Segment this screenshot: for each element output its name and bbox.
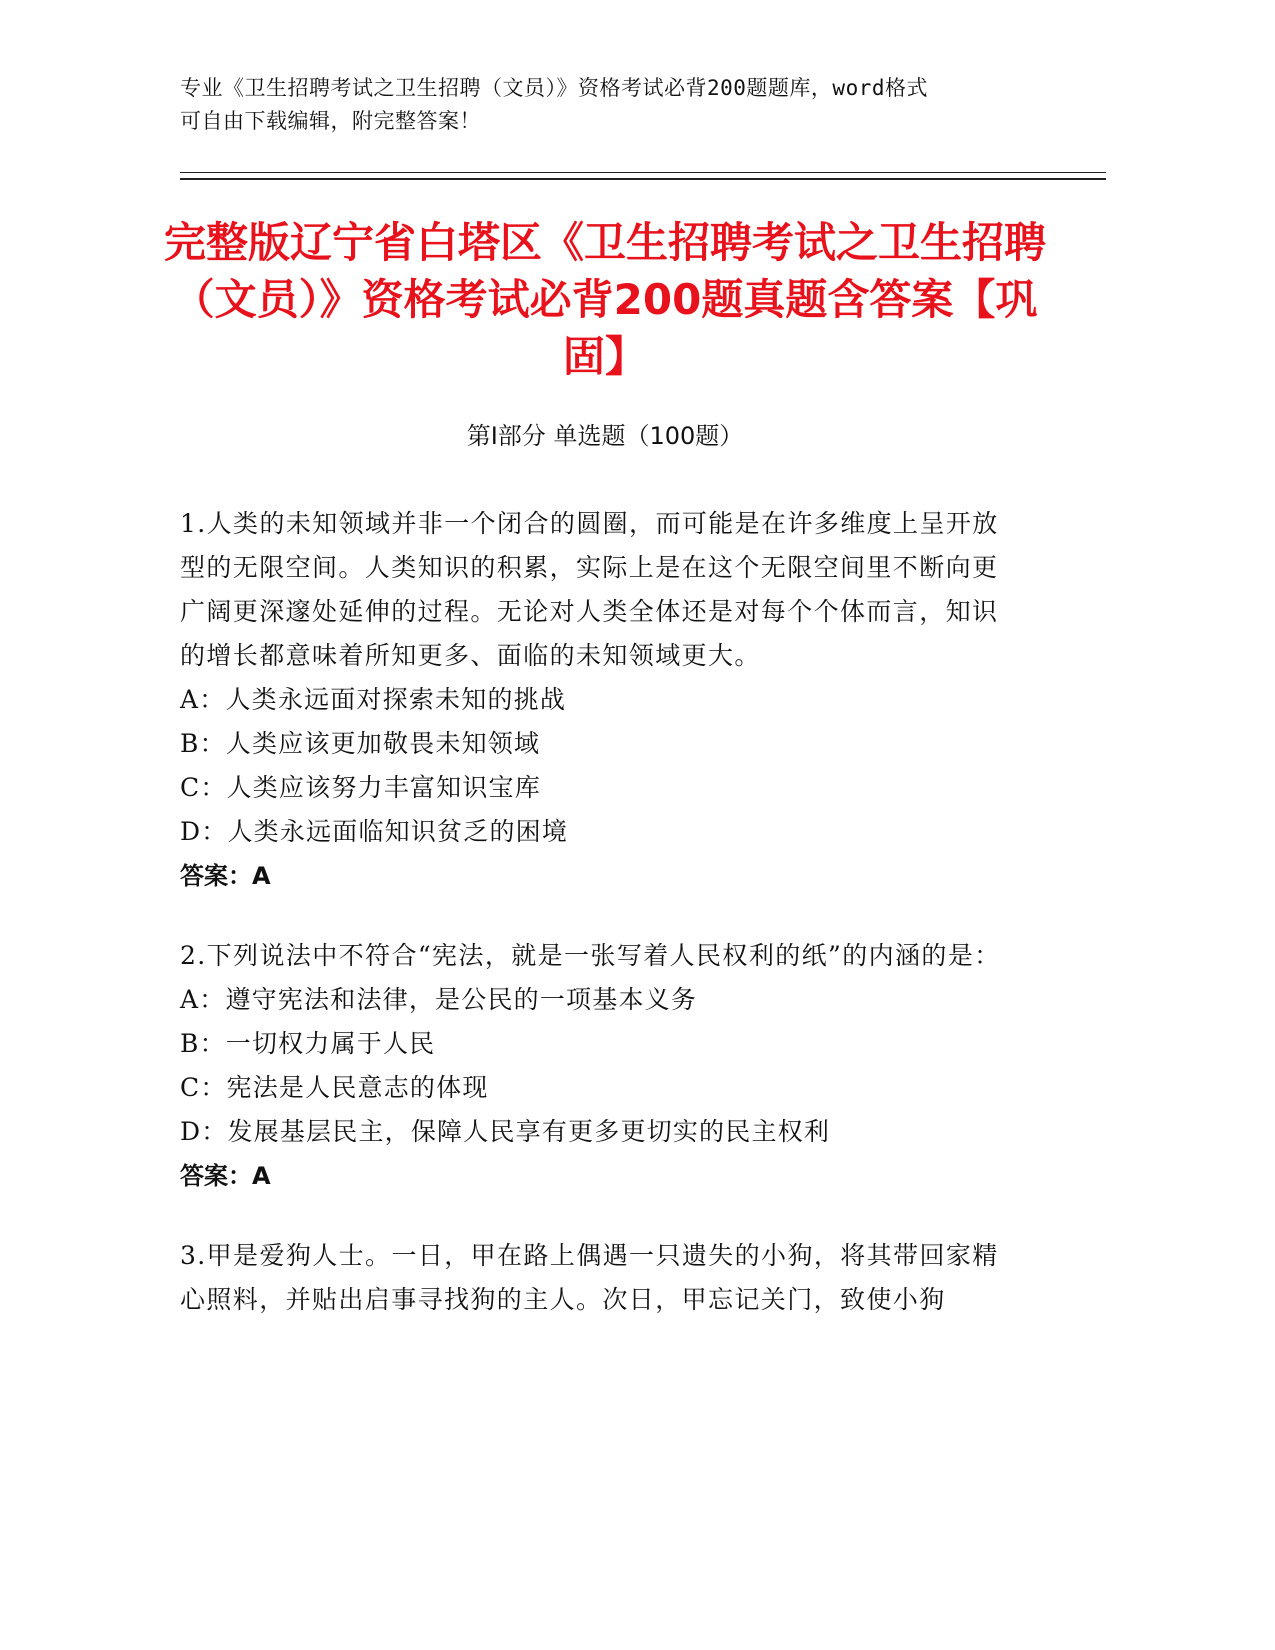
question-stem: 1.人类的未知领域并非一个闭合的圆圈，而可能是在许多维度上呈开放型的无限空间。人类知识的积累，实际上是在这个无限空间里不断向更广阔更深邃处延伸的过程。无论对人类全体还是对每个个体而言，知识的增长都意味着所知更多、面临的未知领域更大。 bbox=[180, 509, 999, 670]
question-3 bbox=[180, 1234, 1020, 1322]
header-line-1: 专业《卫生招聘考试之卫生招聘（文员）》资格考试必背200题题库，word格式 bbox=[180, 76, 928, 100]
header-line-2: 可自由下载编辑，附完整答案！ bbox=[180, 109, 481, 133]
question-2 bbox=[180, 934, 1020, 1196]
answer-line: 答案：A bbox=[180, 1162, 271, 1190]
option-a: A：人类永远面对探索未知的挑战 bbox=[180, 685, 567, 714]
option-c: C：宪法是人民意志的体现 bbox=[180, 1073, 489, 1102]
header-divider-thin bbox=[180, 172, 1106, 173]
option-d: D：发展基层民主，保障人民享有更多更切实的民主权利 bbox=[180, 1117, 831, 1146]
option-b: B：一切权力属于人民 bbox=[180, 1029, 436, 1058]
question-list bbox=[180, 502, 1020, 1360]
document-title: 完整版辽宁省白塔区《卫生招聘考试之卫生招聘（文员）》资格考试必背200题真题含答案【巩固】 bbox=[163, 218, 1046, 381]
option-b: B：人类应该更加敬畏未知领域 bbox=[180, 729, 541, 758]
option-d: D：人类永远面临知识贫乏的困境 bbox=[180, 817, 569, 846]
section-heading: 第Ⅰ部分 单选题（100题） bbox=[466, 422, 744, 450]
document-header-note bbox=[180, 72, 1060, 138]
option-c: C：人类应该努力丰富知识宝库 bbox=[180, 773, 541, 802]
question-stem: 2.下列说法中不符合“宪法，就是一张写着人民权利的纸”的内涵的是： bbox=[180, 941, 1001, 970]
header-divider-thick bbox=[180, 178, 1106, 180]
question-1 bbox=[180, 502, 1020, 896]
option-a: A：遵守宪法和法律，是公民的一项基本义务 bbox=[180, 985, 698, 1014]
answer-line: 答案：A bbox=[180, 862, 271, 890]
question-stem: 3.甲是爱狗人士。一日，甲在路上偶遇一只遗失的小狗，将其带回家精心照料，并贴出启事寻找狗的主人。次日，甲忘记关门，致使小狗 bbox=[180, 1241, 999, 1314]
